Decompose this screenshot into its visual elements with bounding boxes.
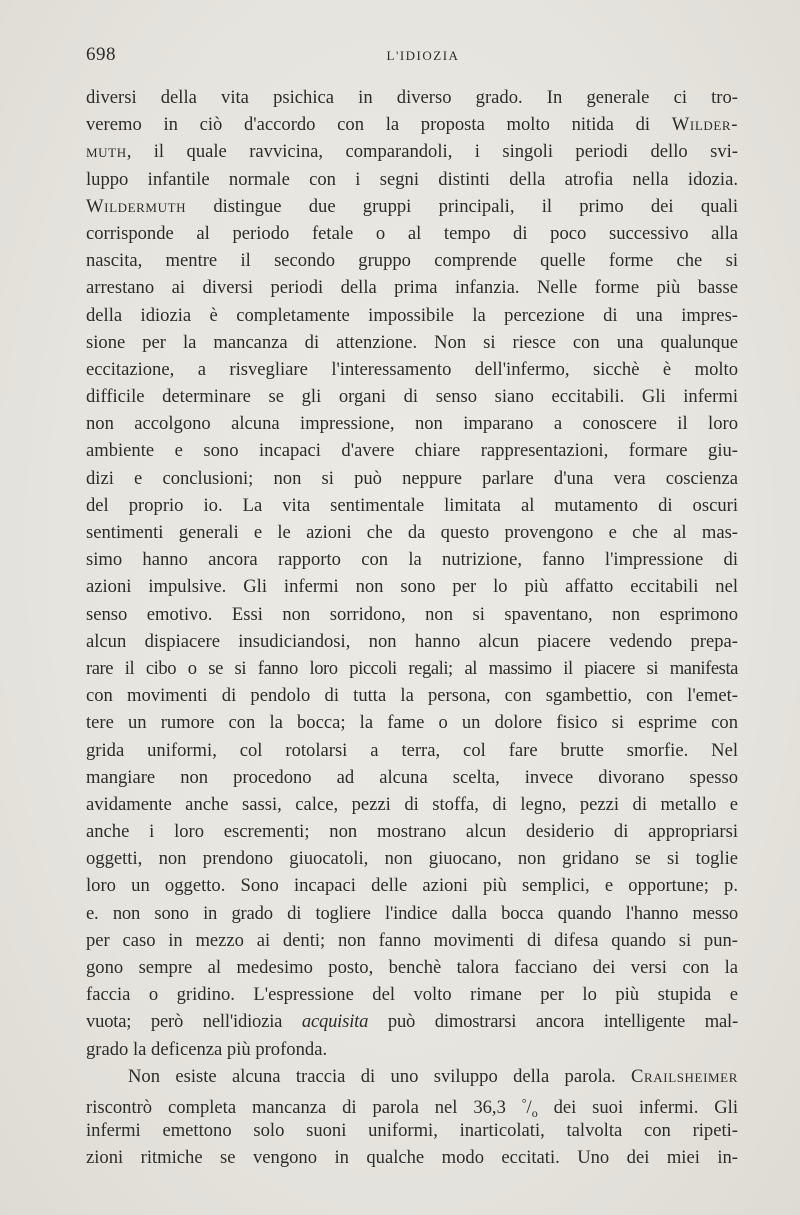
text-line: anche i loro escrementi; non mostrano alcun desiderio di appropriarsi bbox=[86, 821, 738, 843]
text-segment: può dimostrarsi ancora intelligente mal- bbox=[368, 1011, 738, 1033]
paragraph-1 bbox=[86, 84, 738, 1063]
text-segment: , il quale ravvicina, comparandoli, i singoli periodi dello svi- bbox=[126, 141, 738, 163]
text-line: eccitazione, a risvegliare l'interessamento dell'infermo, sicchè è molto bbox=[86, 358, 738, 380]
author-name: muth bbox=[86, 141, 127, 163]
running-title: L'IDIOZIA bbox=[386, 48, 460, 63]
text-line: sentimenti generali e le azioni che da questo provengono e che al mas- bbox=[86, 522, 738, 543]
percent-sign-slash: / bbox=[526, 1096, 532, 1118]
text-segment: Non esiste alcuna traccia di uno sviluppo della parola. bbox=[128, 1065, 631, 1087]
author-name: Wilder- bbox=[671, 114, 738, 136]
text-segment: dei suoi infermi. Gli bbox=[537, 1096, 738, 1118]
text-line: simo hanno ancora rapporto con la nutrizione, fanno l'impressione di bbox=[86, 549, 738, 571]
italic-term: acquisita bbox=[301, 1011, 369, 1033]
text-line: ambiente e sono incapaci d'avere chiare rappresentazioni, formare giu- bbox=[86, 440, 738, 462]
text-line bbox=[86, 111, 738, 138]
text-line: arrestano ai diversi periodi della prima infanzia. Nelle forme più basse bbox=[86, 277, 738, 299]
text-line: loro un oggetto. Sono incapaci delle azioni più semplici, e opportune; p. bbox=[86, 875, 738, 897]
text-line: luppo infantile normale con i segni distinti della atrofia nella idozia. bbox=[86, 168, 738, 190]
text-line: corrisponde al periodo fetale o al tempo di poco successivo alla bbox=[86, 222, 738, 244]
text-line: non accolgono alcuna impressione, non imparano a conoscere il loro bbox=[86, 413, 738, 435]
text-line: grado la deficenza più profonda. bbox=[86, 1038, 328, 1060]
text-segment: distingue due gruppi principali, il primo dei quali bbox=[186, 195, 738, 217]
text-line bbox=[86, 1090, 738, 1120]
text-line: sione per la mancanza di attenzione. Non si riesce con una qualunque bbox=[86, 331, 738, 353]
text-segment: riscontrò completa mancanza di parola nel 36,3 bbox=[86, 1096, 522, 1118]
text-line: avidamente anche sassi, calce, pezzi di stoffa, di legno, pezzi di metallo e bbox=[86, 793, 738, 815]
text-line: gono sempre al medesimo posto, benchè talora facciano dei versi con la bbox=[86, 957, 738, 978]
author-name: Crailsheimer bbox=[631, 1065, 738, 1087]
text-line: rare il cibo o se si fanno loro piccoli regali; al massimo il piacere si manifesta bbox=[86, 657, 738, 679]
text-line: nascita, mentre il secondo gruppo comprende quelle forme che si bbox=[86, 250, 738, 272]
text-segment: veremo in ciò d'accordo con la proposta molto nitida di bbox=[86, 114, 672, 136]
text-line: azioni impulsive. Gli infermi non sono per lo più affatto eccitabili nel bbox=[86, 576, 738, 598]
text-line: zioni ritmiche se vengono in qualche modo eccitati. Uno dei miei in- bbox=[86, 1147, 738, 1169]
text-line: grida uniformi, col rotolarsi a terra, col fare brutte smorfie. Nel bbox=[86, 739, 738, 761]
text-line: infermi emettono solo suoni uniformi, inarticolati, talvolta con ripeti- bbox=[86, 1120, 738, 1142]
text-line: tere un rumore con la bocca; la fame o un dolore fisico si esprime con bbox=[86, 712, 738, 734]
text-line bbox=[86, 1008, 738, 1035]
text-line: mangiare non procedono ad alcuna scelta, invece divorano spesso bbox=[86, 766, 738, 788]
page-number: 698 bbox=[86, 44, 116, 65]
text-line bbox=[86, 138, 738, 165]
percent-sign-top: ° bbox=[521, 1095, 527, 1110]
text-line: alcun dispiacere insudiciandosi, non hanno alcun piacere vedendo prepa- bbox=[86, 630, 738, 652]
body-text bbox=[86, 84, 738, 1172]
paragraph-2 bbox=[86, 1063, 738, 1172]
text-line bbox=[86, 1063, 738, 1090]
author-name: Wildermuth bbox=[86, 195, 187, 217]
text-line: senso emotivo. Essi non sorridono, non si spaventano, non esprimono bbox=[86, 603, 738, 625]
text-line: difficile determinare se gli organi di senso siano eccitabili. Gli infermi bbox=[86, 386, 738, 408]
text-line: della idiozia è completamente impossibile la percezione di una impres- bbox=[86, 304, 738, 326]
text-line bbox=[86, 193, 738, 220]
text-line: oggetti, non prendono giuocatoli, non giuocano, non gridano se si toglie bbox=[86, 848, 738, 870]
text-line: diversi della vita psichica in diverso grado. In generale ci tro- bbox=[86, 87, 738, 108]
page-header bbox=[86, 44, 736, 72]
text-line: per caso in mezzo ai denti; non fanno movimenti di difesa quando si pun- bbox=[86, 929, 738, 951]
text-line: e. non sono in grado di togliere l'indice dalla bocca quando l'hanno messo bbox=[86, 902, 738, 924]
percent-sign-bottom: o bbox=[531, 1105, 538, 1120]
text-segment: vuota; però nell'idiozia bbox=[86, 1011, 302, 1033]
text-line: del proprio io. La vita sentimentale limitata al mutamento di oscuri bbox=[86, 494, 738, 516]
text-line: dizi e conclusioni; non si può neppure parlare d'una vera coscienza bbox=[86, 467, 738, 489]
text-line: con movimenti di pendolo di tutta la persona, con sgambettio, con l'emet- bbox=[86, 685, 738, 707]
text-line: faccia o gridino. L'espressione del volto rimane per lo più stupida e bbox=[86, 984, 738, 1006]
